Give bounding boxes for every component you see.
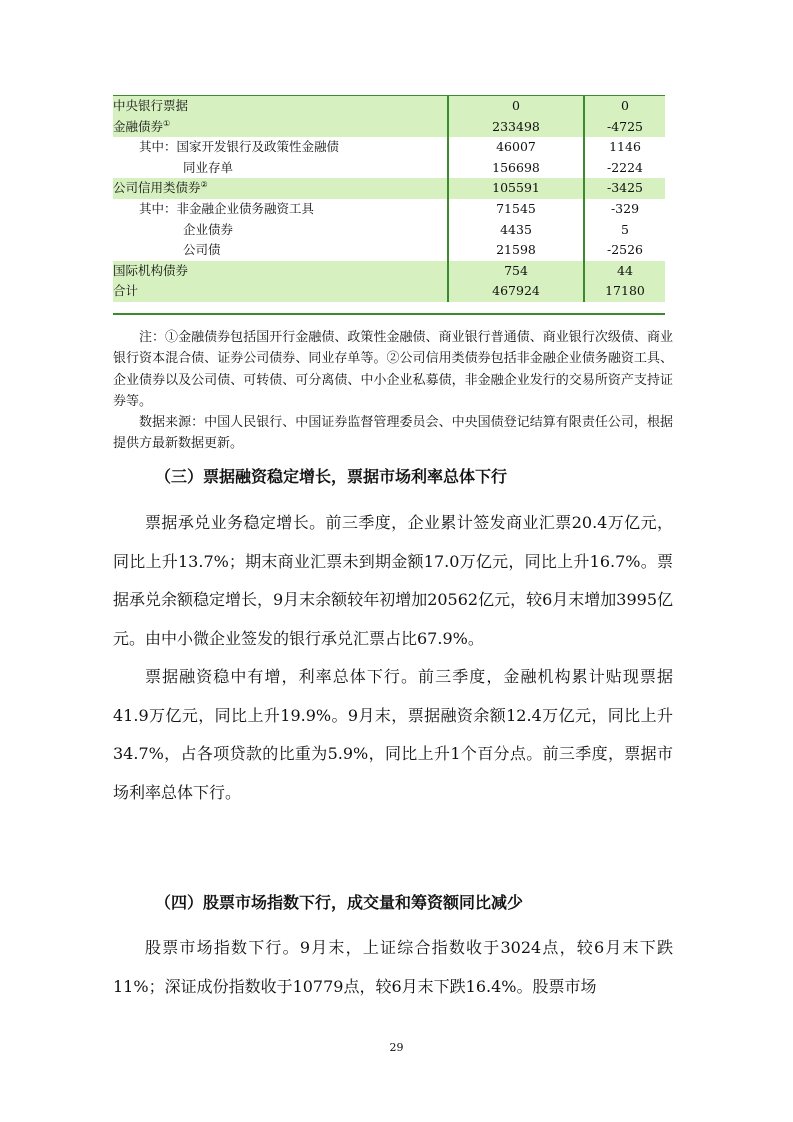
row-label: [113, 96, 448, 117]
paragraph: 票据融资稳中有增，利率总体下行。前三季度，金融机构累计贴现票据41.9万亿元，同比上升19.9%。9月末，票据融资余额12.4万亿元，同比上升34.7%，占各项贷款的比重为5.9%，同比上升1个百分点。前三季度，票据市场利率总体下行。: [113, 667, 673, 802]
table-row: [113, 158, 665, 179]
table-row: [113, 178, 665, 199]
table-row: [113, 281, 665, 302]
row-label: [113, 137, 448, 158]
change-value: -2526: [606, 242, 644, 258]
row-label-text: 同业存单: [183, 159, 234, 175]
row-label: [113, 240, 448, 261]
table-row: [113, 199, 665, 220]
row-label: [113, 199, 448, 220]
section-4-body: [113, 929, 673, 1006]
table-row: [113, 240, 665, 261]
row-label: [113, 261, 448, 282]
row-label-text: 公司债: [183, 242, 221, 258]
section-heading-3: （三）票据融资稳定增长，票据市场利率总体下行: [155, 467, 508, 486]
change-value: -2224: [606, 159, 644, 175]
section-3-body: [113, 504, 673, 812]
change-value: -4725: [584, 117, 665, 138]
table-row: [113, 117, 665, 138]
table-row: [113, 261, 665, 282]
paragraph: 票据承兑业务稳定增长。前三季度，企业累计签发商业汇票20.4万亿元，同比上升13.7%；期末商业汇票未到期金额17.0万亿元，同比上升16.7%。票据承兑余额稳定增长，9月末余额较年初增加20562亿元，较6月末增加3995亿元。由中小微企业签发的银行承兑汇票占比67.9%。: [113, 513, 673, 648]
balance-value: 105591: [448, 178, 584, 199]
balance-value: 0: [448, 96, 584, 117]
table-notes: [113, 327, 673, 455]
footnote-marker: ②: [200, 180, 208, 190]
row-label: [113, 158, 448, 179]
balance-value: 46007: [448, 137, 584, 158]
table-row: [113, 220, 665, 241]
row-label-text: 金融债券: [113, 118, 164, 134]
section-heading-4: （四）股票市场指数下行，成交量和筹资额同比减少: [155, 893, 524, 912]
row-label-text: 中央银行票据: [113, 98, 189, 113]
balance-value: 71545: [448, 199, 584, 220]
bond-issuance-table: [113, 96, 665, 302]
row-label-text: 公司信用类债券: [113, 180, 201, 196]
table-row: [113, 96, 665, 117]
page-number: 29: [389, 1041, 404, 1054]
balance-value: 4435: [448, 220, 584, 241]
balance-value: 754: [448, 261, 584, 282]
change-value: -329: [610, 200, 640, 216]
balance-value: 233498: [448, 117, 584, 138]
note-text: 注：①金融债券包括国开行金融债、政策性金融债、商业银行普通债、商业银行次级债、商业银行资本混合债、证券公司债券、同业存单等。②公司信用类债券包括非金融企业债务融资工具、企业债券以及公司债、可转债、可分离债、中小企业私募债，非金融企业发行的交易所资产支持证券等。: [113, 330, 673, 409]
row-label: [113, 281, 448, 302]
row-label-text: 企业债券: [183, 221, 234, 237]
paragraph: 股票市场指数下行。9月末，上证综合指数收于3024点，较6月末下跌11%；深证成份指数收于10779点，较6月末下跌16.4%。股票市场: [113, 938, 673, 996]
row-label: [113, 117, 448, 138]
table-bottom-rule: [113, 313, 665, 315]
change-value: 1146: [609, 139, 641, 155]
footnote-marker: ①: [163, 118, 171, 128]
row-label: [113, 220, 448, 241]
balance-value: 156698: [448, 158, 584, 179]
change-value: 0: [584, 96, 665, 117]
note-source: 数据来源：中国人民银行、中国证券监督管理委员会、中央国债登记结算有限责任公司，根据提供方最新数据更新。: [113, 415, 673, 452]
row-label: [113, 178, 448, 199]
row-label-text: 其中：国家开发银行及政策性金融债: [139, 139, 340, 155]
row-label-text: 其中：非金融企业债务融资工具: [139, 200, 315, 216]
change-value: 44: [584, 261, 665, 282]
change-value: 5: [621, 221, 629, 237]
row-label-text: 国际机构债券: [113, 262, 189, 278]
row-label-text: 合计: [113, 283, 139, 299]
change-value: -3425: [584, 178, 665, 199]
change-value: 17180: [584, 281, 665, 302]
balance-value: 467924: [448, 281, 584, 302]
table-row: [113, 137, 665, 158]
balance-value: 21598: [448, 240, 584, 261]
